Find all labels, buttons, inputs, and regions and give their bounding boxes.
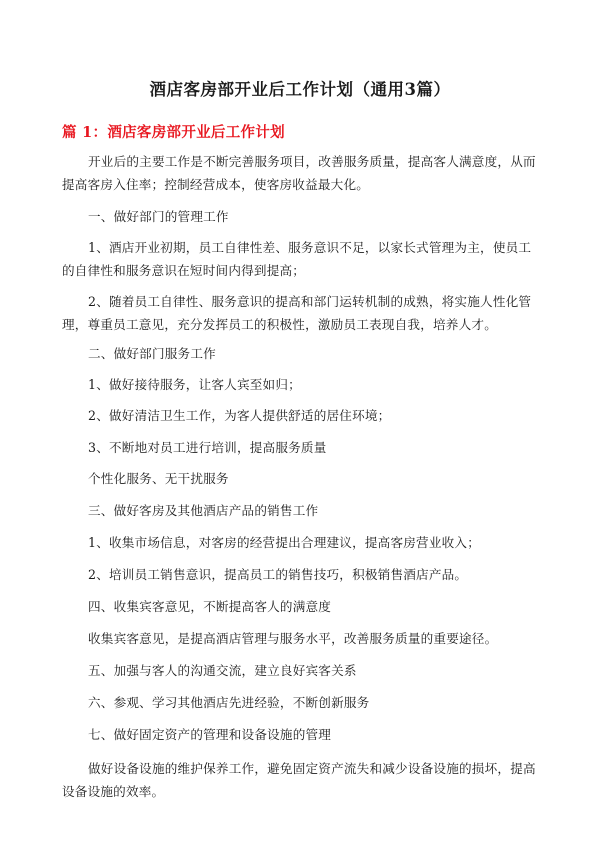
heading-1: 一、做好部门的管理工作 — [88, 209, 229, 224]
heading-6: 六、参观、学习其他酒店先进经验，不断创新服务 — [88, 695, 370, 710]
document-title: 酒店客房部开业后工作计划（通用3篇） — [149, 80, 451, 99]
item-2-2: 2、做好清洁卫生工作，为客人提供舒适的居住环境； — [88, 408, 391, 423]
heading-7: 七、做好固定资产的管理和设备设施的管理 — [88, 727, 332, 742]
item-1-1: 1、酒店开业初期，员工自律性差、服务意识不足，以家长式管理为主，使员工的自律性和服务意识在短时间内得到提高； — [62, 240, 532, 278]
section-title: 篇 1：酒店客房部开业后工作计划 — [62, 124, 285, 141]
heading-5: 五、加强与客人的沟通交流，建立良好宾客关系 — [88, 663, 357, 678]
intro-paragraph: 开业后的主要工作是不断完善服务项目，改善服务质量，提高客人满意度，从而提高客房入住率；控制经营成本，使客房收益最大化。 — [62, 154, 536, 192]
item-2-3: 3、不断地对员工进行培训，提高服务质量 — [88, 440, 327, 455]
heading-2: 二、做好部门服务工作 — [88, 346, 216, 361]
heading-4: 四、收集宾客意见，不断提高客人的满意度 — [88, 599, 332, 614]
item-3-1: 1、收集市场信息，对客房的经营提出合理建议，提高客房营业收入； — [88, 535, 481, 550]
item-4-text: 收集宾客意见，是提高酒店管理与服务水平，改善服务质量的重要途径。 — [88, 631, 498, 646]
item-3-2: 2、培训员工销售意识，提高员工的销售技巧，积极销售酒店产品。 — [88, 567, 468, 582]
item-7-text: 做好设备设施的维护保养工作，避免固定资产流失和减少设备设施的损坏，提高设备设施的效率。 — [62, 761, 536, 799]
item-2-1: 1、做好接待服务，让客人宾至如归； — [88, 377, 301, 392]
heading-3: 三、做好客房及其他酒店产品的销售工作 — [88, 503, 319, 518]
item-2-note: 个性化服务、无干扰服务 — [88, 471, 229, 486]
item-1-2: 2、随着员工自律性、服务意识的提高和部门运转机制的成熟，将实施人性化管理，尊重员工意见，充分发挥员工的积极性，激励员工表现自我，培养人才。 — [62, 294, 532, 332]
